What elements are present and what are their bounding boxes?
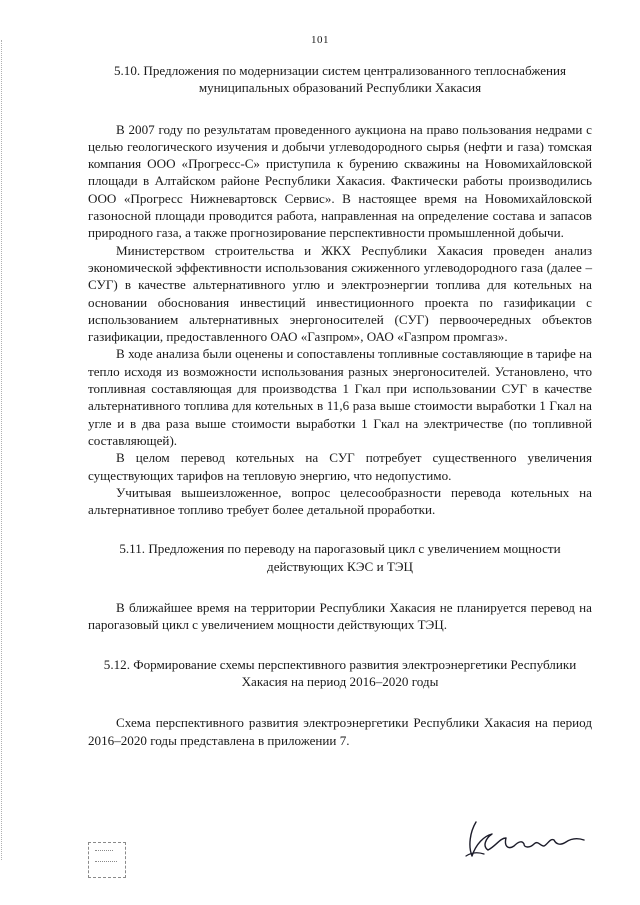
section-heading-5-10: 5.10. Предложения по модернизации систем централизованного теплоснабжения муниципальных образований Республики Хакасия bbox=[113, 63, 567, 96]
paragraph: Учитывая вышеизложенное, вопрос целесообразности перевода котельных на альтернативное топливо требует более детальной проработки. bbox=[88, 484, 592, 518]
paragraph: В ближайшее время на территории Республики Хакасия не планируется перевод на парогазовый цикл с увеличением мощности действующих ТЭЦ. bbox=[88, 600, 592, 633]
paragraph: Схема перспективного развития электроэнергетики Республики Хакасия на период 2016–2020 годы представлена в приложении 7. bbox=[88, 715, 592, 748]
paragraph: Министерством строительства и ЖКХ Республики Хакасия проведен анализ экономической эффективности использования сжиженного углеводородного газа (далее – СУГ) в качестве альтернативного углю и электроэнергии топлива для котельных на основании обоснования инвестиций инвестиционного проекта по газификации с использованием альтернативных энергоносителей (СУГ) первоочередных объектов газификации, предоставленного ОАО «Газпром», ОАО «Газпром промгаз». bbox=[88, 242, 592, 345]
section-heading-5-11: 5.11. Предложения по переводу на парогазовый цикл с увеличением мощности действующих КЭС и ТЭЦ bbox=[119, 541, 561, 574]
paragraph: В 2007 году по результатам проведенного аукциона на право пользования недрами с целью геологического изучения и добычи углеводородного сырья (нефти и газа) томская компания ООО «Прогресс-С» приступила к бурению скважины на Новомихайловской площади в Алтайском районе Республики Хакасия. Фактически работы производились ООО «Прогресс Нижневартовск Сервис». В настоящее время на Новомихайловской газоносной площади проводится работа, направленная на определение состава и запасов природного газа, а также прогнозирование перспективности промышленной добычи. bbox=[88, 121, 592, 241]
scan-edge-marks bbox=[1, 40, 4, 860]
section-heading-5-12: 5.12. Формирование схемы перспективного развития электроэнергетики Республики Хакасия на период 2016–2020 годы bbox=[103, 656, 577, 689]
document-body bbox=[88, 62, 592, 749]
registration-stamp-box bbox=[88, 842, 126, 878]
handwritten-signature bbox=[462, 816, 586, 862]
paragraph: В ходе анализа были оценены и сопоставлены топливные составляющие в тарифе на тепло исходя из возможности использования разных энергоносителей. Установлено, что топливная составляющая для производства 1 Гкал при использовании СУГ в качестве альтернативного топлива для котельных в 11,6 раза выше стоимости выработки 1 Гкал на угле и в два раза выше стоимости выработки 1 Гкал на электричестве (по топливной составляющей). bbox=[88, 346, 592, 448]
page-number: 101 bbox=[311, 34, 329, 46]
paragraph: В целом перевод котельных на СУГ потребует существенного увеличения существующих тарифов на тепловую энергию, что недопустимо. bbox=[88, 450, 592, 483]
